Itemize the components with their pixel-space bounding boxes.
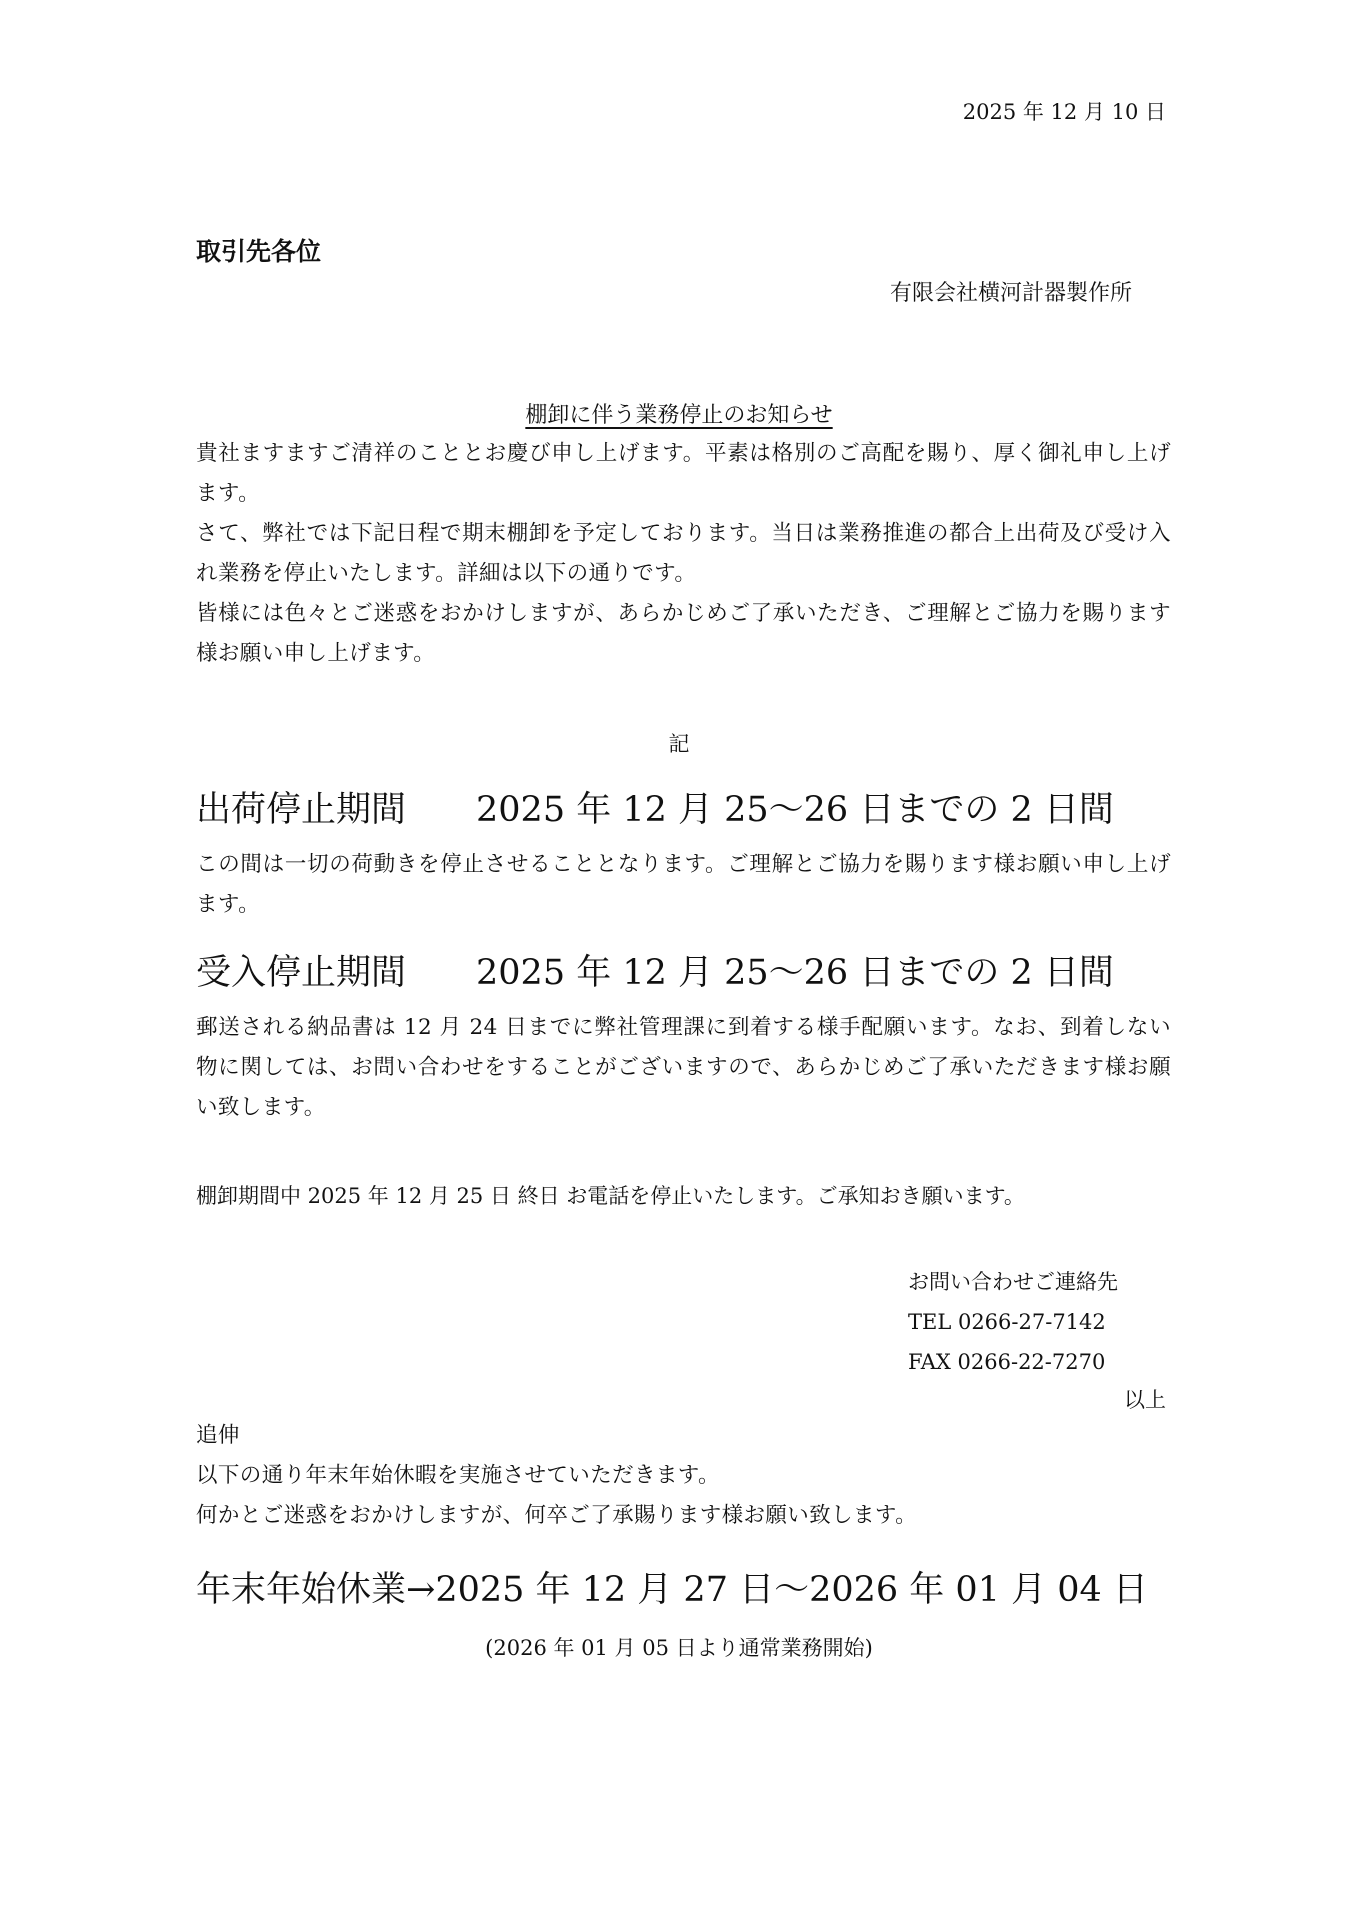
contact-heading: お問い合わせご連絡先 xyxy=(908,1270,1118,1294)
document-date: 2025 年 12 月 10 日 xyxy=(962,100,1166,124)
receiving-stop-heading xyxy=(196,945,1114,995)
shipping-stop-text: この間は一切の荷動きを停止させることとなります。ご理解とご協力を賜ります様お願い申し上げます。 xyxy=(196,852,1171,917)
intro-paragraph: 貴社ますますご清祥のこととお慶び申し上げます。平素は格別のご高配を賜り、厚く御礼申し上げます。 xyxy=(196,441,1171,506)
postscript-section xyxy=(196,1416,1171,1536)
intro-paragraph: さて、弊社では下記日程で期末棚卸を予定しております。当日は業務推進の都合上出荷及び受け入れ業務を停止いたします。詳細は以下の通りです。 xyxy=(196,521,1171,586)
receiving-stop-label: 受入停止期間 xyxy=(196,953,407,993)
intro-paragraph: 皆様には色々とご迷惑をおかけしますが、あらかじめご了承いただき、ご理解とご協力を賜ります様お願い申し上げます。 xyxy=(196,601,1171,666)
intro-section xyxy=(196,434,1171,674)
shipping-stop-heading xyxy=(196,782,1114,832)
shipping-stop-label: 出荷停止期間 xyxy=(196,790,407,830)
resume-note: (2026 年 01 月 05 日より通常業務開始) xyxy=(485,1636,873,1660)
holiday-heading: 年末年始休業→2025 年 12 月 27 日～2026 年 01 月 04 日 xyxy=(196,1570,1148,1610)
shipping-stop-section xyxy=(196,845,1171,925)
closing-mark: 以上 xyxy=(1124,1388,1166,1412)
receiving-stop-section xyxy=(196,1008,1171,1128)
sender-company: 有限会社横河計器製作所 xyxy=(889,281,1132,306)
contact-tel: TEL 0266-27-7142 xyxy=(908,1310,1106,1334)
inventory-phone-notice: 棚卸期間中 2025 年 12 月 25 日 終日 お電話を停止いたします。ご承知おき願います。 xyxy=(196,1184,1025,1208)
contact-fax: FAX 0266-22-7270 xyxy=(908,1350,1106,1374)
receiving-stop-text: 郵送される納品書は 12 月 24 日までに弊社管理課に到着する様手配願います。なお、到着しない物に関しては、お問い合わせをすることがございますので、あらかじめご了承いただきます様お願い致します。 xyxy=(196,1015,1171,1120)
recipient: 取引先各位 xyxy=(196,237,322,266)
postscript-line: 何かとご迷惑をおかけしますが、何卒ご了承賜ります様お願い致します。 xyxy=(196,1503,917,1528)
contact-block xyxy=(908,1262,1118,1382)
postscript-line: 追伸 xyxy=(196,1423,240,1448)
shipping-stop-period: 2025 年 12 月 25～26 日までの 2 日間 xyxy=(476,790,1114,830)
receiving-stop-period: 2025 年 12 月 25～26 日までの 2 日間 xyxy=(476,953,1114,993)
postscript-line: 以下の通り年末年始休暇を実施させていただきます。 xyxy=(196,1463,720,1488)
ki-marker: 記 xyxy=(668,732,690,756)
notice-title: 棚卸に伴う業務停止のお知らせ xyxy=(525,403,833,428)
